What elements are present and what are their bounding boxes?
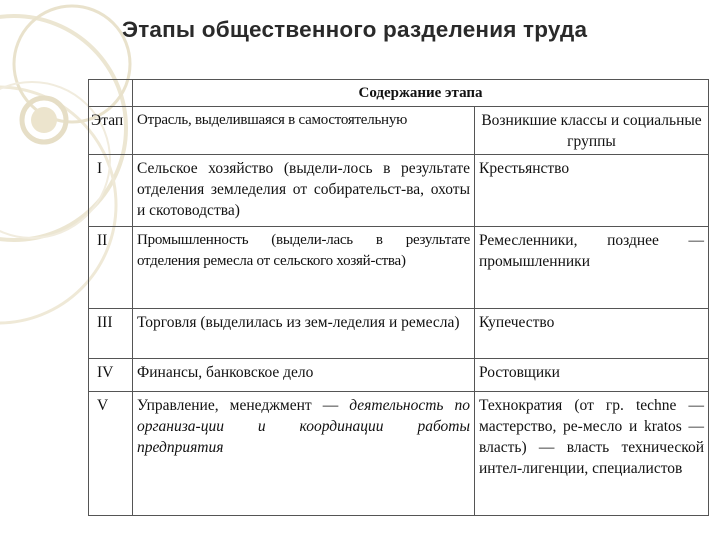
classes-cell: Ростовщики	[475, 359, 709, 392]
branch-cell: Торговля (выделилась из зем-леделия и ремесла)	[133, 309, 475, 359]
branch-text: Управление, менеджмент —	[137, 397, 339, 414]
header-content-of-stage: Содержание этапа	[133, 80, 709, 107]
table-row	[89, 155, 709, 227]
table-row	[89, 392, 709, 516]
classes-cell: Технократия (от гр. techne — мастерство, ре-месло и kratos — власть) — власть технической интел-лигенции, специалистов	[475, 392, 709, 516]
table-row	[89, 359, 709, 392]
branch-cell	[133, 392, 475, 516]
table-row	[89, 309, 709, 359]
branch-italic-text: деятельность по организа-ции и координации работы предприятия	[137, 397, 470, 456]
stage-number: IV	[89, 359, 133, 392]
empty-header-cell	[89, 80, 133, 107]
division-of-labor-table	[88, 79, 709, 516]
table-row	[89, 227, 709, 309]
stage-number: III	[89, 309, 133, 359]
table-header-row-group	[89, 80, 709, 107]
classes-cell: Купечество	[475, 309, 709, 359]
stage-number: V	[89, 392, 133, 516]
stage-number: I	[89, 155, 133, 227]
branch-cell: Промышленность (выдели-лась в результате отделения ремесла от сельского хозяй-ства)	[133, 227, 475, 309]
branch-cell: Сельское хозяйство (выдели-лось в результате отделения земледелия от собирательст-ва, охоты и скотоводства)	[133, 155, 475, 227]
classes-cell: Ремесленники, позднее — промышленники	[475, 227, 709, 309]
column-header-branch: Отрасль, выделившаяся в самостоятельную	[133, 107, 475, 155]
branch-cell: Финансы, банковское дело	[133, 359, 475, 392]
table-header-row-columns	[89, 107, 709, 155]
page-title: Этапы общественного разделения труда	[122, 17, 588, 42]
column-header-stage: Этап	[89, 107, 133, 155]
classes-cell: Крестьянство	[475, 155, 709, 227]
column-header-classes: Возникшие классы и социальные группы	[475, 107, 709, 155]
stage-number: II	[89, 227, 133, 309]
